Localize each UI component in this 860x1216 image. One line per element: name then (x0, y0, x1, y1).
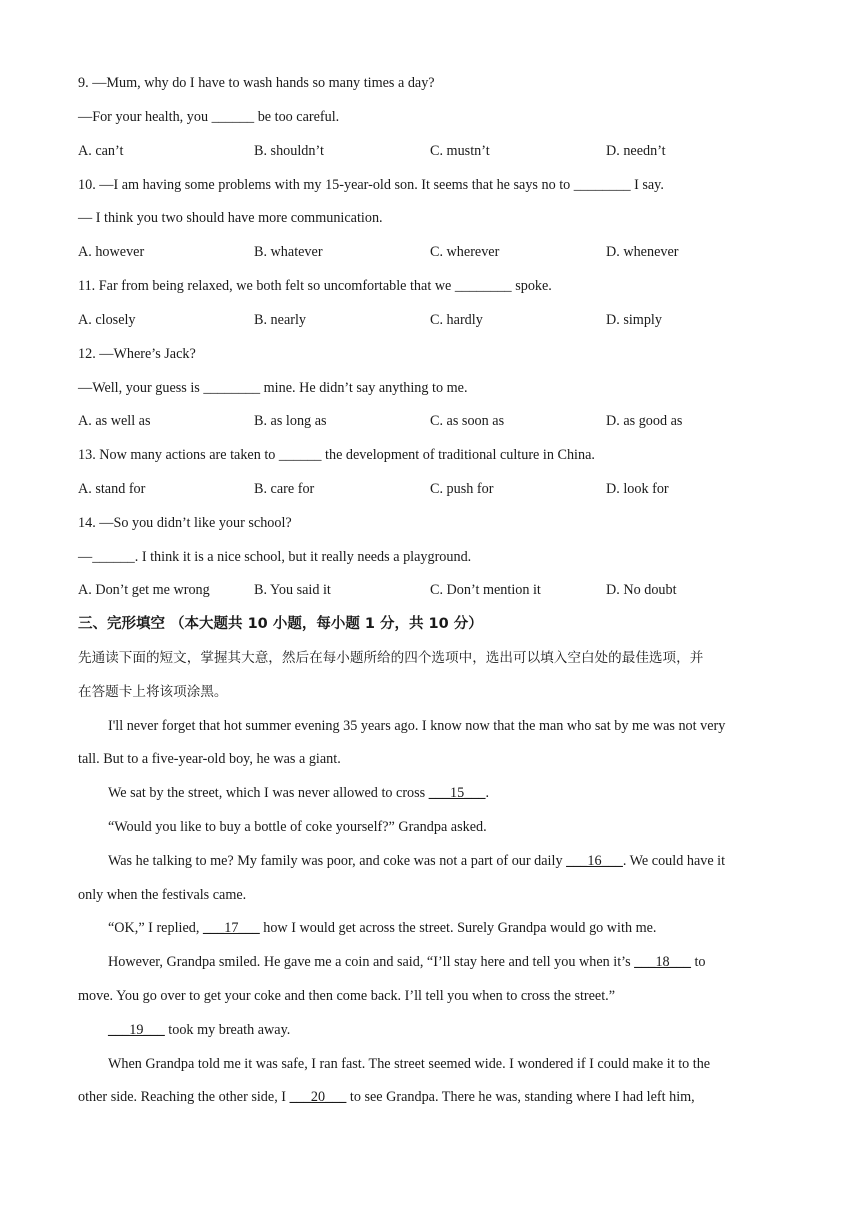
section-3-instruction: 先通读下面的短文，掌握其大意，然后在每小题所给的四个选项中，选出可以填入空白处的最佳选项，并 (78, 650, 704, 666)
option-a: A. closely (78, 312, 136, 328)
question-12-reply: —Well, your guess is ________ mine. He didn’t say anything to me. (78, 380, 468, 396)
question-12-stem: 12. —Where’s Jack? (78, 346, 196, 362)
option-d: D. simply (606, 312, 662, 328)
option-c: C. hardly (430, 312, 483, 328)
passage-line: “OK,” I replied, ___17___ how I would get across the street. Surely Grandpa would go with me. (108, 920, 657, 936)
question-10-reply: — I think you two should have more communication. (78, 210, 383, 226)
option-d: D. as good as (606, 413, 683, 429)
passage-line: ___19___ took my breath away. (108, 1022, 291, 1038)
question-9-reply: —For your health, you ______ be too careful. (78, 109, 340, 125)
option-d: D. needn’t (606, 143, 666, 159)
passage-line: move. You go over to get your coke and then come back. I’ll tell you when to cross the street.” (78, 988, 616, 1004)
question-11-stem: 11. Far from being relaxed, we both felt so uncomfortable that we ________ spoke. (78, 278, 552, 294)
section-3-instruction-cont: 在答题卡上将该项涂黑。 (78, 684, 228, 700)
option-c: C. as soon as (430, 413, 505, 429)
passage-line: When Grandpa told me it was safe, I ran fast. The street seemed wide. I wondered if I could make it to the (108, 1056, 711, 1072)
question-11-options (78, 310, 788, 330)
passage-line: I'll never forget that hot summer evening 35 years ago. I know now that the man who sat by me was not very (108, 718, 726, 734)
option-b: B. care for (254, 481, 315, 497)
question-13-options (78, 479, 788, 499)
passage-line: We sat by the street, which I was never allowed to cross ___15___. (108, 785, 490, 801)
option-c: C. push for (430, 481, 494, 497)
passage-line: Was he talking to me? My family was poor, and coke was not a part of our daily ___16___. We could have it (108, 853, 726, 869)
question-10-options (78, 242, 788, 262)
option-a: A. stand for (78, 481, 146, 497)
option-a: A. however (78, 244, 145, 260)
option-b: B. You said it (254, 582, 331, 598)
passage-line: other side. Reaching the other side, I ___20___ to see Grandpa. There he was, standing where I had left him, (78, 1089, 695, 1105)
question-14-stem: 14. —So you didn’t like your school? (78, 515, 292, 531)
blank-20: ___20___ (289, 1089, 347, 1105)
blank-17: ___17___ (202, 920, 260, 936)
option-b: B. shouldn’t (254, 143, 324, 159)
option-d: D. look for (606, 481, 669, 497)
option-a: A. as well as (78, 413, 151, 429)
blank-18: ___18___ (634, 954, 691, 970)
option-b: B. nearly (254, 312, 307, 328)
passage-line: only when the festivals came. (78, 887, 247, 903)
blank-16: ___16___ (566, 853, 623, 869)
question-9-stem: 9. —Mum, why do I have to wash hands so many times a day? (78, 75, 435, 91)
question-10-stem: 10. —I am having some problems with my 15-year-old son. It seems that he says no to ________ I say. (78, 177, 664, 193)
option-b: B. whatever (254, 244, 323, 260)
option-c: C. wherever (430, 244, 500, 260)
section-3-heading: 三、完形填空 （本大题共 10 小题，每小题 1 分，共 10 分） (78, 616, 483, 632)
option-a: A. can’t (78, 143, 124, 159)
passage-line: However, Grandpa smiled. He gave me a coin and said, “I’ll stay here and tell you when it’s ___18___ to (108, 954, 706, 970)
question-14-reply: —______. I think it is a nice school, but it really needs a playground. (78, 549, 472, 565)
passage-line: “Would you like to buy a bottle of coke yourself?” Grandpa asked. (108, 819, 487, 835)
option-a: A. Don’t get me wrong (78, 582, 210, 598)
blank-19: ___19___ (108, 1022, 165, 1038)
question-13-stem: 13. Now many actions are taken to ______ the development of traditional culture in China. (78, 447, 595, 463)
question-9-options (78, 141, 788, 161)
question-14-options (78, 580, 788, 600)
blank-15: ___15___ (428, 785, 486, 801)
passage-line: tall. But to a five-year-old boy, he was a giant. (78, 751, 341, 767)
option-b: B. as long as (254, 413, 327, 429)
option-d: D. whenever (606, 244, 679, 260)
question-12-options (78, 411, 788, 431)
option-c: C. Don’t mention it (430, 582, 541, 598)
option-c: C. mustn’t (430, 143, 490, 159)
option-d: D. No doubt (606, 582, 677, 598)
